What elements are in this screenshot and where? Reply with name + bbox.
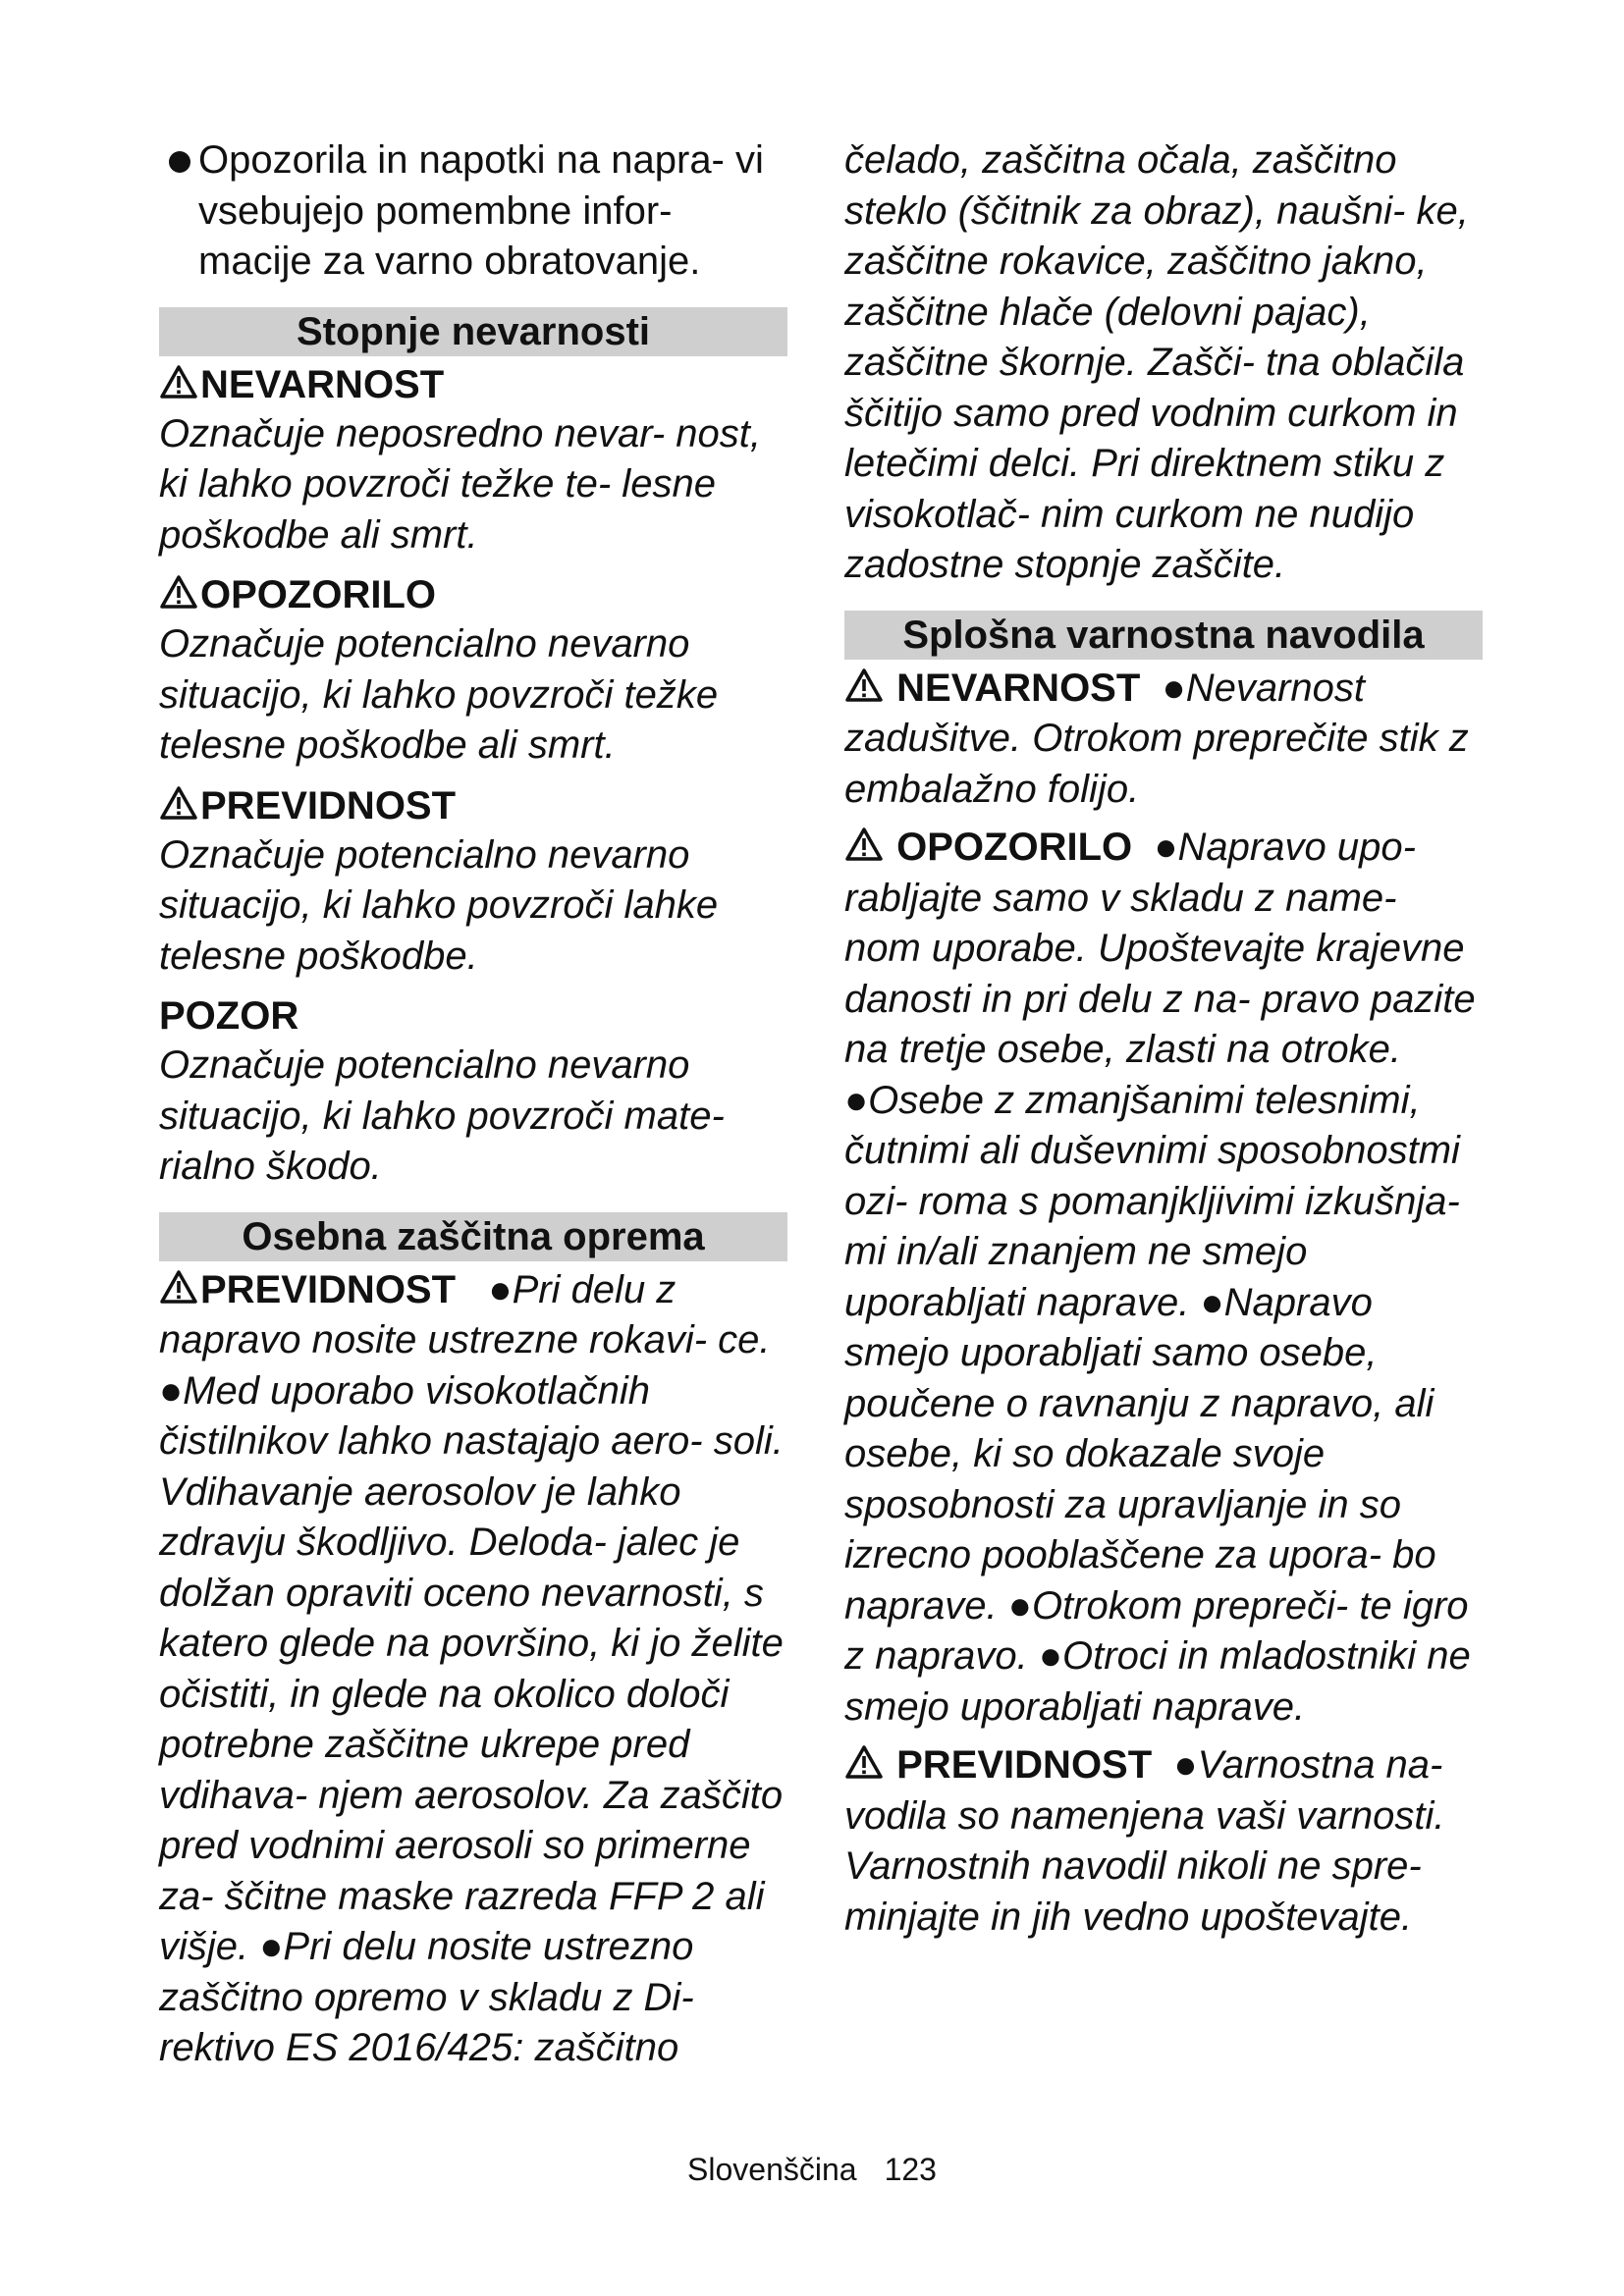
warning-description: Označuje potencialno nevarno situacijo, ki lahko povzroči težke telesne poškodbe ali smrt. [159, 622, 719, 767]
general-caution-label: PREVIDNOST [896, 1743, 1153, 1787]
bullet-dot-icon: ● [1151, 666, 1186, 710]
bullet-dot-icon: ● [1163, 1743, 1198, 1787]
danger-label: NEVARNOST [200, 362, 445, 406]
warning-triangle-icon [844, 1744, 884, 1780]
section-title-ppe: Osebna zaščitna oprema [159, 1212, 787, 1261]
general-danger-paragraph [844, 664, 1483, 816]
warning-triangle-icon [159, 785, 198, 821]
bullet-dot-icon [169, 151, 190, 173]
warning-triangle-icon [844, 827, 884, 862]
bullet-dot-icon: ● [466, 1267, 513, 1311]
intro-text: Opozorila in napotki na napra- vi vsebujejo pomembne infor- macije za varno obratovanje. [198, 138, 764, 283]
general-warning-text: Napravo upo- rabljajte samo v skladu z name- nom uporabe. Upoštevajte krajevne danosti in pri delu z na- pravo pazite na tretje osebe, zlasti na otroke. ●Osebe z zmanjšanimi telesnimi, čutnimi ali duševnimi sposobnostmi ozi- roma s pomanjkljivimi izkušnja- mi in/ali znanjem ne smejo uporabljati naprave. ●Napravo smejo uporabljati samo osebe, poučene o ravnanju z napravo, ali osebe, ki so dokazale svoje sposobnosti za upravljanje in so izrecno pooblaščene za upora- bo naprave. ●Otrokom prepreči- te igro z napravo. ●Otroci in mladostniki ne smejo uporabljati naprave. [844, 826, 1476, 1729]
section-title-general: Splošna varnostna navodila [844, 611, 1483, 660]
general-caution-heading [844, 1743, 1152, 1787]
general-warning-paragraph [844, 823, 1483, 1733]
caution-label: PREVIDNOST [200, 783, 457, 828]
general-warning-heading [844, 826, 1132, 869]
intro-bullet [159, 135, 787, 288]
warning-triangle-icon [844, 667, 884, 703]
warning-triangle-icon [159, 1269, 198, 1305]
footer-page-number: 123 [884, 2152, 937, 2187]
left-column [159, 135, 787, 2074]
caution-description: Označuje potencialno nevarno situacijo, ki lahko povzroči lahke telesne poškodbe. [159, 832, 719, 978]
danger-heading [159, 360, 787, 409]
warning-triangle-icon [159, 364, 198, 400]
warning-heading [159, 570, 787, 619]
general-warning-label: OPOZORILO [896, 826, 1133, 869]
caution-heading [159, 781, 787, 830]
page-footer [0, 2152, 1624, 2188]
warning-triangle-icon [159, 574, 198, 610]
ppe-paragraph [159, 1265, 787, 2074]
warning-label: OPOZORILO [200, 573, 436, 616]
notice-description: Označuje potencialno nevarno situacijo, ki lahko povzroči mate- rialno škodo. [159, 1043, 725, 1188]
danger-description: Označuje neposredno nevar- nost, ki lahko povzroči težke te- lesne poškodbe ali smrt. [159, 411, 761, 557]
notice-heading: POZOR [159, 994, 299, 1038]
general-caution-paragraph [844, 1740, 1483, 1943]
general-danger-label: NEVARNOST [896, 666, 1141, 710]
footer-language: Slovenščina [687, 2152, 857, 2187]
ppe-caution-label: PREVIDNOST [200, 1267, 457, 1311]
ppe-text-right: čelado, zaščitna očala, zaščitno steklo (ščitnik za obraz), naušni- ke, zaščitne rokavice, zaščitno jakno, zaščitne hlače (delovni pajac), zaščitne škornje. Zašči- tna oblačila ščitijo samo pred vodnim curkom in letečimi delci. Pri direktnem stiku z visokotlač- nim curkom ne nudijo zadostne stopnje zaščite. [844, 138, 1469, 586]
general-caution-text: Varnostna na- vodila so namenjena vaši varnosti. Varnostnih navodil nikoli ne spre- minjajte in jih vedno upoštevajte. [844, 1743, 1445, 1939]
section-title-hazard-levels: Stopnje nevarnosti [159, 307, 787, 356]
general-danger-heading [844, 667, 1140, 710]
general-danger-text: Nevarnost zadušitve. Otrokom preprečite stik z embalažno folijo. [844, 666, 1469, 811]
right-column [844, 135, 1483, 1943]
bullet-dot-icon: ● [1143, 826, 1178, 869]
ppe-caution-heading [159, 1268, 456, 1311]
ppe-text-left: Pri delu z napravo nosite ustrezne rokavi- ce. ●Med uporabo visokotlačnih čistilnikov lahko nastajajo aero- soli. Vdihavanje aerosolov je lahko zdravju škodljivo. Deloda- jalec je dolžan opraviti oceno nevarnosti, s katero glede na površino, ki jo želite očistiti, in glede na okolico določi potrebne zaščitne ukrepe pred vdihava- njem aerosolov. Za zaščito pred vodnimi aerosoli so primerne za- ščitne maske razreda FFP 2 ali višje. ●Pri delu nosite ustrezno zaščitno opremo v skladu z Di- rektivo ES 2016/425: zaščitno [159, 1267, 784, 2069]
